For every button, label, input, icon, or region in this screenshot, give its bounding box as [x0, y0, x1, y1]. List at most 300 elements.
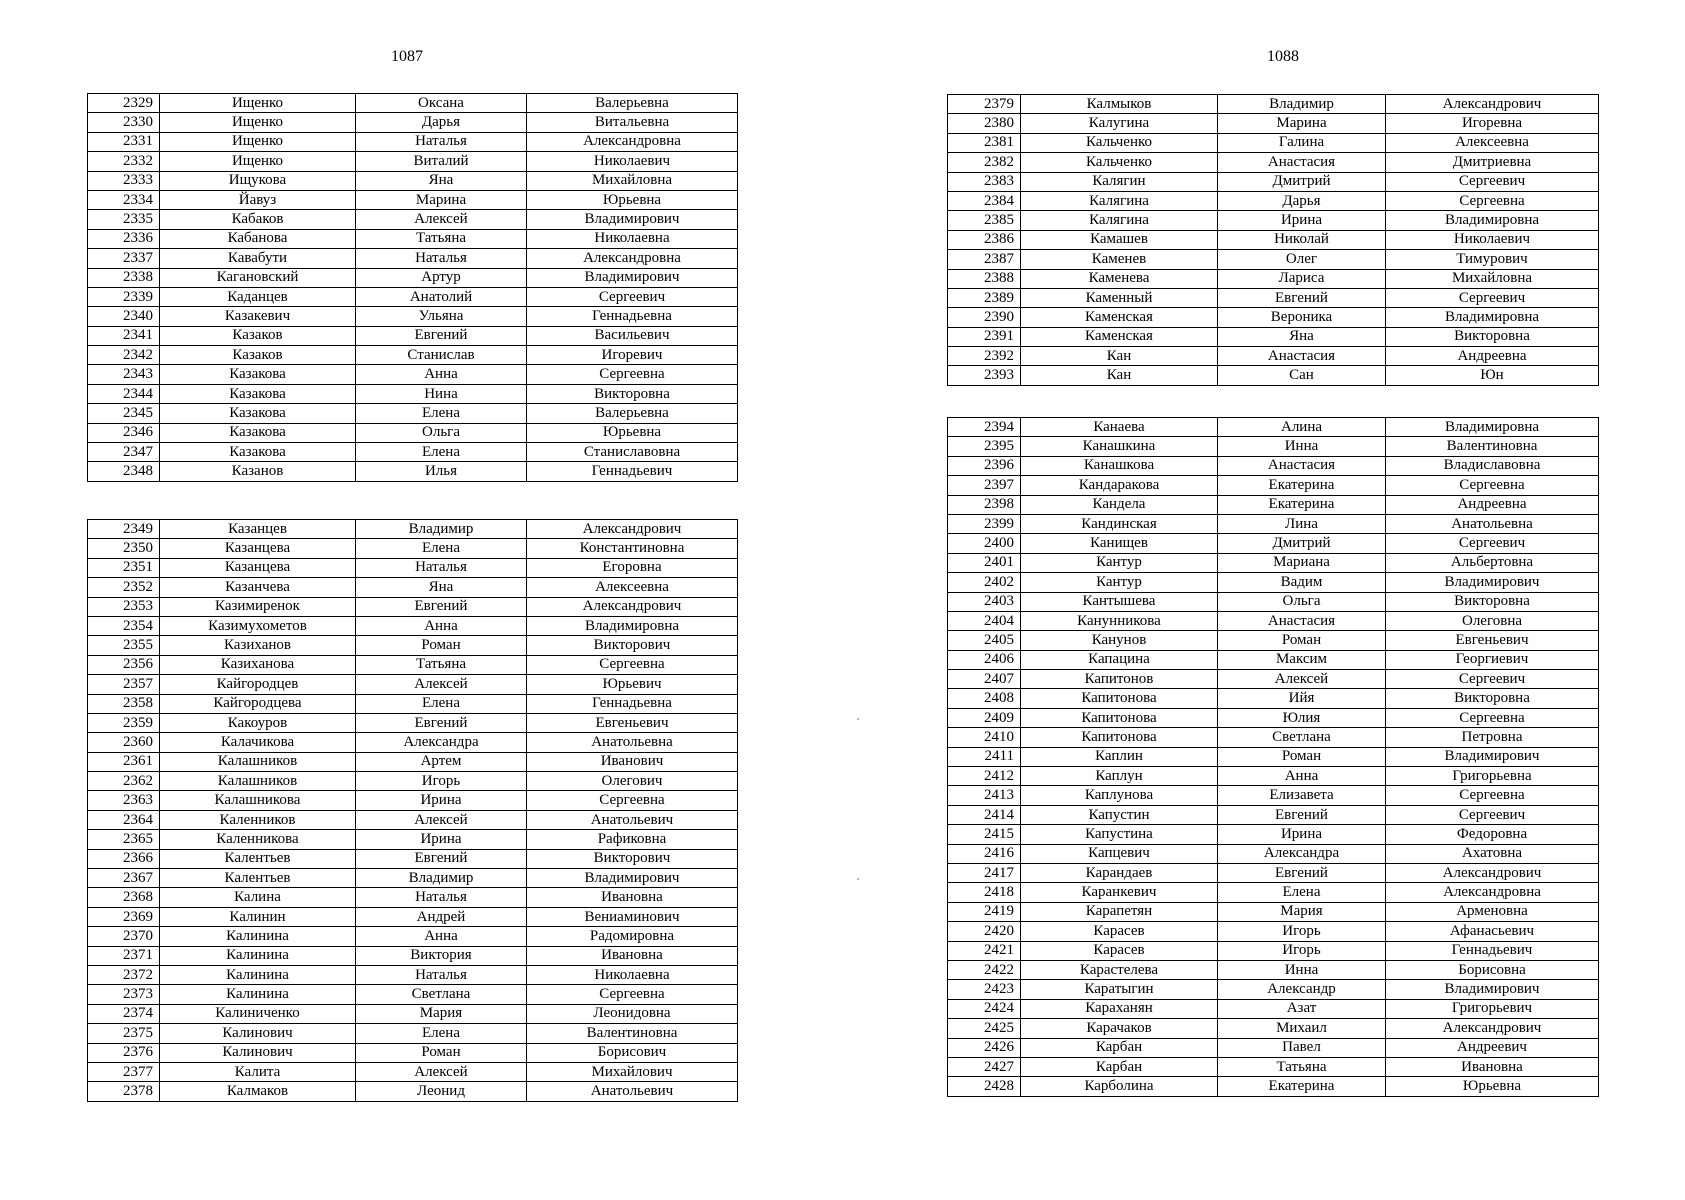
page-number-left: 1087: [391, 48, 423, 65]
patronymic-cell: Александрович: [1386, 95, 1599, 114]
record-number-cell: 2398: [948, 495, 1021, 514]
surname-cell: Калинович: [160, 1043, 356, 1062]
surname-cell: Калачикова: [160, 733, 356, 752]
table-row: [88, 1004, 738, 1023]
patronymic-cell: Владиславовна: [1386, 456, 1599, 475]
table-row: [948, 114, 1599, 133]
surname-cell: Йавуз: [160, 190, 356, 209]
patronymic-cell: Анатольевна: [1386, 514, 1599, 533]
surname-cell: Казанов: [160, 462, 356, 481]
table-row: [948, 476, 1599, 495]
first-name-cell: Екатерина: [1218, 1077, 1386, 1096]
table-row: [948, 366, 1599, 385]
table-row: [948, 922, 1599, 941]
table-row: [88, 849, 738, 868]
first-name-cell: Евгений: [356, 597, 527, 616]
first-name-cell: Владимир: [356, 869, 527, 888]
surname-cell: Калинина: [160, 946, 356, 965]
surname-cell: Капацина: [1021, 650, 1218, 669]
patronymic-cell: Александровна: [1386, 883, 1599, 902]
record-number-cell: 2331: [88, 132, 160, 151]
table-row: [88, 229, 738, 248]
table-row: [88, 1024, 738, 1043]
patronymic-cell: Андреевна: [1386, 347, 1599, 366]
table-row: [88, 675, 738, 694]
patronymic-cell: Валентиновна: [527, 1024, 738, 1043]
first-name-cell: Максим: [1218, 650, 1386, 669]
first-name-cell: Яна: [356, 578, 527, 597]
patronymic-cell: Алексеевна: [1386, 133, 1599, 152]
table-row: [948, 456, 1599, 475]
record-number-cell: 2362: [88, 772, 160, 791]
table-row: [948, 1077, 1599, 1096]
first-name-cell: Алексей: [356, 210, 527, 229]
patronymic-cell: Викторовна: [1386, 592, 1599, 611]
record-number-cell: 2399: [948, 514, 1021, 533]
patronymic-cell: Викторовна: [1386, 689, 1599, 708]
table-row: [88, 752, 738, 771]
table-row: [88, 94, 738, 113]
surname-cell: Каменный: [1021, 288, 1218, 307]
first-name-cell: Инна: [1218, 960, 1386, 979]
record-number-cell: 2347: [88, 443, 160, 462]
first-name-cell: Марина: [1218, 114, 1386, 133]
record-number-cell: 2339: [88, 287, 160, 306]
record-number-cell: 2428: [948, 1077, 1021, 1096]
table-row: [88, 190, 738, 209]
first-name-cell: Инна: [1218, 437, 1386, 456]
patronymic-cell: Сергеевна: [1386, 476, 1599, 495]
first-name-cell: Анна: [356, 365, 527, 384]
surname-cell: Казакова: [160, 404, 356, 423]
record-number-cell: 2343: [88, 365, 160, 384]
record-number-cell: 2410: [948, 728, 1021, 747]
table-row: [948, 95, 1599, 114]
table-left-top: [87, 93, 738, 482]
record-number-cell: 2411: [948, 747, 1021, 766]
table-row: [948, 708, 1599, 727]
table-left-bottom: [87, 519, 738, 1102]
patronymic-cell: Сергеевна: [1386, 786, 1599, 805]
first-name-cell: Игорь: [1218, 941, 1386, 960]
first-name-cell: Наталья: [356, 558, 527, 577]
table-row: [88, 810, 738, 829]
table-row: [948, 250, 1599, 269]
surname-cell: Каменев: [1021, 250, 1218, 269]
table-row: [88, 830, 738, 849]
patronymic-cell: Александрович: [527, 520, 738, 539]
patronymic-cell: Альбертовна: [1386, 553, 1599, 572]
surname-cell: Казанчева: [160, 578, 356, 597]
surname-cell: Карасев: [1021, 941, 1218, 960]
first-name-cell: Елена: [356, 694, 527, 713]
first-name-cell: Яна: [356, 171, 527, 190]
record-number-cell: 2352: [88, 578, 160, 597]
patronymic-cell: Егоровна: [527, 558, 738, 577]
patronymic-cell: Дмитриевна: [1386, 153, 1599, 172]
surname-cell: Капитонова: [1021, 689, 1218, 708]
table-row: [88, 152, 738, 171]
first-name-cell: Анастасия: [1218, 347, 1386, 366]
scan-speck: [857, 878, 859, 880]
record-number-cell: 2338: [88, 268, 160, 287]
first-name-cell: Светлана: [356, 985, 527, 1004]
table-row: [88, 1082, 738, 1101]
table-right-top: [947, 94, 1599, 386]
patronymic-cell: Владимирович: [1386, 573, 1599, 592]
table-row: [88, 869, 738, 888]
surname-cell: Карбан: [1021, 1057, 1218, 1076]
patronymic-cell: Михайловна: [527, 171, 738, 190]
surname-cell: Кабанова: [160, 229, 356, 248]
record-number-cell: 2392: [948, 347, 1021, 366]
surname-cell: Казимиренок: [160, 597, 356, 616]
record-number-cell: 2329: [88, 94, 160, 113]
patronymic-cell: Арменовна: [1386, 902, 1599, 921]
record-number-cell: 2364: [88, 810, 160, 829]
table-row: [88, 791, 738, 810]
surname-cell: Кантышева: [1021, 592, 1218, 611]
table-row: [88, 927, 738, 946]
surname-cell: Казанцев: [160, 520, 356, 539]
table-row: [948, 495, 1599, 514]
record-number-cell: 2369: [88, 907, 160, 926]
patronymic-cell: Анатольевич: [527, 810, 738, 829]
patronymic-cell: Вениаминович: [527, 907, 738, 926]
record-number-cell: 2348: [88, 462, 160, 481]
record-number-cell: 2361: [88, 752, 160, 771]
first-name-cell: Артем: [356, 752, 527, 771]
first-name-cell: Наталья: [356, 249, 527, 268]
record-number-cell: 2419: [948, 902, 1021, 921]
table-row: [88, 171, 738, 190]
patronymic-cell: Сергеевич: [1386, 288, 1599, 307]
first-name-cell: Виталий: [356, 152, 527, 171]
first-name-cell: Дмитрий: [1218, 534, 1386, 553]
record-number-cell: 2400: [948, 534, 1021, 553]
record-number-cell: 2405: [948, 631, 1021, 650]
table-row: [948, 747, 1599, 766]
first-name-cell: Леонид: [356, 1082, 527, 1101]
table-row: [948, 844, 1599, 863]
record-number-cell: 2354: [88, 616, 160, 635]
record-number-cell: 2393: [948, 366, 1021, 385]
surname-cell: Казакова: [160, 443, 356, 462]
first-name-cell: Александра: [1218, 844, 1386, 863]
record-number-cell: 2394: [948, 418, 1021, 437]
surname-cell: Кан: [1021, 347, 1218, 366]
record-number-cell: 2359: [88, 713, 160, 732]
table-row: [948, 960, 1599, 979]
first-name-cell: Евгений: [1218, 863, 1386, 882]
table-row: [88, 326, 738, 345]
surname-cell: Какоуров: [160, 713, 356, 732]
record-number-cell: 2340: [88, 307, 160, 326]
surname-cell: Капитонова: [1021, 728, 1218, 747]
record-number-cell: 2408: [948, 689, 1021, 708]
first-name-cell: Елена: [356, 443, 527, 462]
table-row: [948, 308, 1599, 327]
record-number-cell: 2396: [948, 456, 1021, 475]
first-name-cell: Азат: [1218, 999, 1386, 1018]
patronymic-cell: Николаевич: [1386, 230, 1599, 249]
record-number-cell: 2416: [948, 844, 1021, 863]
patronymic-cell: Геннадьевна: [527, 694, 738, 713]
surname-cell: Карбан: [1021, 1038, 1218, 1057]
patronymic-cell: Ивановна: [1386, 1057, 1599, 1076]
first-name-cell: Алексей: [356, 1062, 527, 1081]
patronymic-cell: Сергеевна: [527, 365, 738, 384]
first-name-cell: Михаил: [1218, 1019, 1386, 1038]
surname-cell: Каплин: [1021, 747, 1218, 766]
record-number-cell: 2342: [88, 346, 160, 365]
record-number-cell: 2344: [88, 384, 160, 403]
first-name-cell: Роман: [356, 636, 527, 655]
record-number-cell: 2397: [948, 476, 1021, 495]
patronymic-cell: Витальевна: [527, 113, 738, 132]
table-row: [88, 423, 738, 442]
record-number-cell: 2382: [948, 153, 1021, 172]
surname-cell: Капустина: [1021, 825, 1218, 844]
patronymic-cell: Владимирович: [527, 268, 738, 287]
first-name-cell: Татьяна: [356, 229, 527, 248]
patronymic-cell: Игоревич: [527, 346, 738, 365]
record-number-cell: 2423: [948, 980, 1021, 999]
patronymic-cell: Олегович: [527, 772, 738, 791]
patronymic-cell: Григорьевич: [1386, 999, 1599, 1018]
first-name-cell: Вероника: [1218, 308, 1386, 327]
first-name-cell: Юлия: [1218, 708, 1386, 727]
record-number-cell: 2355: [88, 636, 160, 655]
surname-cell: Казиханов: [160, 636, 356, 655]
surname-cell: Карапетян: [1021, 902, 1218, 921]
first-name-cell: Лина: [1218, 514, 1386, 533]
patronymic-cell: Валерьевна: [527, 94, 738, 113]
table-row: [88, 888, 738, 907]
first-name-cell: Артур: [356, 268, 527, 287]
first-name-cell: Лариса: [1218, 269, 1386, 288]
table-row: [948, 999, 1599, 1018]
surname-cell: Калинина: [160, 965, 356, 984]
patronymic-cell: Константиновна: [527, 539, 738, 558]
first-name-cell: Ирина: [1218, 211, 1386, 230]
surname-cell: Каплун: [1021, 767, 1218, 786]
record-number-cell: 2407: [948, 670, 1021, 689]
patronymic-cell: Сергеевна: [527, 655, 738, 674]
first-name-cell: Алексей: [1218, 670, 1386, 689]
record-number-cell: 2335: [88, 210, 160, 229]
record-number-cell: 2417: [948, 863, 1021, 882]
first-name-cell: Мария: [1218, 902, 1386, 921]
patronymic-cell: Александрович: [527, 597, 738, 616]
surname-cell: Калмыков: [1021, 95, 1218, 114]
surname-cell: Кан: [1021, 366, 1218, 385]
table-row: [948, 611, 1599, 630]
surname-cell: Калмаков: [160, 1082, 356, 1101]
surname-cell: Кантур: [1021, 573, 1218, 592]
surname-cell: Канашкина: [1021, 437, 1218, 456]
patronymic-cell: Сергеевич: [1386, 805, 1599, 824]
record-number-cell: 2422: [948, 960, 1021, 979]
record-number-cell: 2357: [88, 675, 160, 694]
table-row: [88, 249, 738, 268]
patronymic-cell: Викторович: [527, 849, 738, 868]
table-row: [948, 767, 1599, 786]
surname-cell: Карасев: [1021, 922, 1218, 941]
first-name-cell: Дарья: [1218, 191, 1386, 210]
patronymic-cell: Викторовна: [527, 384, 738, 403]
patronymic-cell: Юрьевна: [527, 423, 738, 442]
record-number-cell: 2360: [88, 733, 160, 752]
surname-cell: Кайгородцев: [160, 675, 356, 694]
first-name-cell: Дмитрий: [1218, 172, 1386, 191]
first-name-cell: Илья: [356, 462, 527, 481]
surname-cell: Казакова: [160, 365, 356, 384]
first-name-cell: Вадим: [1218, 573, 1386, 592]
first-name-cell: Анна: [356, 616, 527, 635]
table-row: [948, 269, 1599, 288]
table-row: [948, 418, 1599, 437]
patronymic-cell: Ивановна: [527, 946, 738, 965]
surname-cell: Караханян: [1021, 999, 1218, 1018]
patronymic-cell: Радомировна: [527, 927, 738, 946]
table-row: [88, 772, 738, 791]
first-name-cell: Александра: [356, 733, 527, 752]
table-row: [88, 713, 738, 732]
first-name-cell: Ийя: [1218, 689, 1386, 708]
patronymic-cell: Сергеевич: [1386, 534, 1599, 553]
patronymic-cell: Ивановна: [527, 888, 738, 907]
patronymic-cell: Владимировна: [1386, 418, 1599, 437]
first-name-cell: Екатерина: [1218, 495, 1386, 514]
surname-cell: Каплунова: [1021, 786, 1218, 805]
patronymic-cell: Рафиковна: [527, 830, 738, 849]
patronymic-cell: Геннадьевич: [1386, 941, 1599, 960]
first-name-cell: Евгений: [1218, 288, 1386, 307]
record-number-cell: 2412: [948, 767, 1021, 786]
record-number-cell: 2336: [88, 229, 160, 248]
table-row: [88, 1062, 738, 1081]
patronymic-cell: Николаевна: [527, 229, 738, 248]
table-row: [88, 113, 738, 132]
record-number-cell: 2368: [88, 888, 160, 907]
first-name-cell: Татьяна: [356, 655, 527, 674]
patronymic-cell: Сергеевна: [527, 985, 738, 1004]
record-number-cell: 2375: [88, 1024, 160, 1043]
table-row: [88, 307, 738, 326]
patronymic-cell: Сергеевна: [1386, 708, 1599, 727]
patronymic-cell: Олеговна: [1386, 611, 1599, 630]
patronymic-cell: Валерьевна: [527, 404, 738, 423]
record-number-cell: 2367: [88, 869, 160, 888]
surname-cell: Каменская: [1021, 327, 1218, 346]
first-name-cell: Сан: [1218, 366, 1386, 385]
surname-cell: Калягина: [1021, 191, 1218, 210]
patronymic-cell: Николаевич: [527, 152, 738, 171]
surname-cell: Казакова: [160, 384, 356, 403]
first-name-cell: Яна: [1218, 327, 1386, 346]
first-name-cell: Евгений: [356, 713, 527, 732]
record-number-cell: 2358: [88, 694, 160, 713]
table-row: [948, 863, 1599, 882]
surname-cell: Капустин: [1021, 805, 1218, 824]
surname-cell: Калинович: [160, 1024, 356, 1043]
record-number-cell: 2356: [88, 655, 160, 674]
record-number-cell: 2424: [948, 999, 1021, 1018]
record-number-cell: 2333: [88, 171, 160, 190]
surname-cell: Калита: [160, 1062, 356, 1081]
first-name-cell: Екатерина: [1218, 476, 1386, 495]
patronymic-cell: Иванович: [527, 752, 738, 771]
table-row: [948, 941, 1599, 960]
first-name-cell: Андрей: [356, 907, 527, 926]
table-row: [88, 558, 738, 577]
record-number-cell: 2345: [88, 404, 160, 423]
table-row: [948, 631, 1599, 650]
table-row: [948, 172, 1599, 191]
patronymic-cell: Владимирович: [1386, 980, 1599, 999]
first-name-cell: Роман: [1218, 631, 1386, 650]
record-number-cell: 2406: [948, 650, 1021, 669]
first-name-cell: Евгений: [356, 849, 527, 868]
table-row: [948, 288, 1599, 307]
surname-cell: Кантур: [1021, 553, 1218, 572]
first-name-cell: Евгений: [1218, 805, 1386, 824]
record-number-cell: 2353: [88, 597, 160, 616]
surname-cell: Каменева: [1021, 269, 1218, 288]
record-number-cell: 2420: [948, 922, 1021, 941]
patronymic-cell: Григорьевна: [1386, 767, 1599, 786]
first-name-cell: Игорь: [1218, 922, 1386, 941]
table-row: [948, 191, 1599, 210]
table-row: [88, 1043, 738, 1062]
surname-cell: Кальченко: [1021, 133, 1218, 152]
patronymic-cell: Афанасьевич: [1386, 922, 1599, 941]
surname-cell: Ищенко: [160, 94, 356, 113]
record-number-cell: 2332: [88, 152, 160, 171]
first-name-cell: Анастасия: [1218, 456, 1386, 475]
table-row: [948, 534, 1599, 553]
table-row: [88, 365, 738, 384]
surname-cell: Капитонов: [1021, 670, 1218, 689]
first-name-cell: Елена: [356, 404, 527, 423]
first-name-cell: Владимир: [1218, 95, 1386, 114]
patronymic-cell: Тимурович: [1386, 250, 1599, 269]
table-row: [948, 153, 1599, 172]
patronymic-cell: Сергеевна: [527, 791, 738, 810]
surname-cell: Кагановский: [160, 268, 356, 287]
table-row: [88, 287, 738, 306]
table-row: [948, 650, 1599, 669]
surname-cell: Кальченко: [1021, 153, 1218, 172]
record-number-cell: 2337: [88, 249, 160, 268]
surname-cell: Казаков: [160, 346, 356, 365]
surname-cell: Калашников: [160, 752, 356, 771]
first-name-cell: Наталья: [356, 132, 527, 151]
table-row: [948, 902, 1599, 921]
first-name-cell: Роман: [1218, 747, 1386, 766]
table-row: [948, 1057, 1599, 1076]
patronymic-cell: Анатольевна: [527, 733, 738, 752]
patronymic-cell: Александрович: [1386, 1019, 1599, 1038]
surname-cell: Казимухометов: [160, 616, 356, 635]
table-row: [948, 437, 1599, 456]
record-number-cell: 2384: [948, 191, 1021, 210]
record-number-cell: 2418: [948, 883, 1021, 902]
record-number-cell: 2415: [948, 825, 1021, 844]
patronymic-cell: Юрьевна: [527, 190, 738, 209]
surname-cell: Канищев: [1021, 534, 1218, 553]
